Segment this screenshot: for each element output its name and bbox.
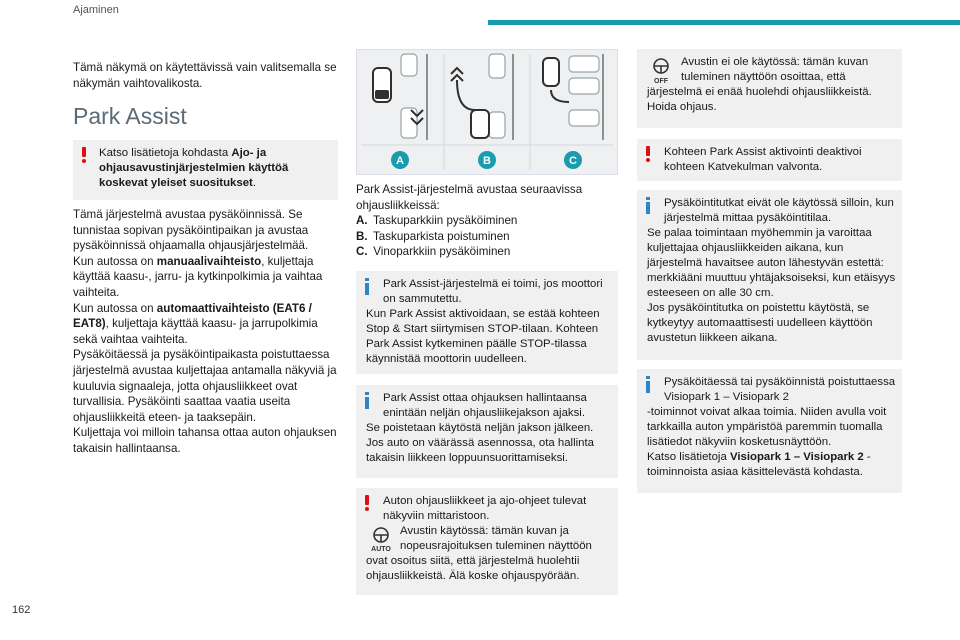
panel-a-cars	[401, 54, 417, 138]
paragraph: Kuljettaja voi milloin tahansa ottaa auton ohjauksen takaisin hallintaansa.	[73, 426, 337, 455]
warning-box: Katso lisätietoja kohdasta Ajo- ja ohjausavustinjärjestelmien käyttöä koskevat yleiset suositukset.	[73, 140, 338, 200]
warning-box: Kohteen Park Assist aktivointi deaktivoi kohteen Katvekulman valvonta.	[637, 139, 902, 181]
steering-wheel-auto-icon	[368, 526, 394, 552]
info-icon	[363, 392, 371, 409]
warning-icon	[363, 495, 371, 511]
panel-c-path	[551, 90, 569, 102]
list-intro: Park Assist-järjestelmä avustaa seuraavissa ohjausliikkeissä:	[356, 183, 583, 212]
steering-wheel-off-icon	[647, 57, 675, 85]
info-box: Park Assist-järjestelmä ei toimi, jos moottori on sammutettu. Kun Park Assist aktivoidaan, se estää kohteen Stop & Start siirtymisen STOP-tilaan. Kohteen Park Assist kytkeminen päälle STOP-tilassa käynnistää moottorin uudelleen.	[356, 271, 618, 374]
info-icon	[363, 278, 371, 295]
intro-text: Tämä näkymä on käytettävissä vain valitsemalla se näkymän vaihtovalikosta.	[73, 61, 337, 90]
assist-off-box: OFF Avustin ei ole käytössä: tämän kuvan tuleminen näyttöön osoittaa, että järjestelmä ei enää huolehdi ohjausliikkeistä. Hoida ohjaus.	[637, 49, 902, 128]
info-box: Pysäköitäessä tai pysäköinnistä poistuttaessa Visiopark 1 – Visiopark 2 -toiminnot voivat alkaa toimia. Niiden avulla voit tarkkailla auton ympäristöä paremmin tuomalla lisätiedot näkyviin kosketusnäyttöön. Katso lisätietoja Visiopark 1 – Visiopark 2 -toiminnoista asiaa käsittelevästä kohdasta.	[637, 369, 902, 493]
warning-box: Auton ohjausliikkeet ja ajo-ohjeet tulevat näkyviin mittaristoon. AUTO Avustin käytössä: tämän kuvan ja nopeusrajoituksen tuleminen näyttöön ovat osoitus siitä, että järjestelmä huolehtii ohjausliikkeistä. Älä koske ohjauspyörään.	[356, 488, 618, 595]
parking-maneuvers-figure	[356, 49, 618, 175]
info-box: Pysäköintitutkat eivät ole käytössä silloin, kun järjestelmä mittaa pysäköintitilaa. Se palaa toimintaan myöhemmin ja varoittaa kuljettajaa ohjausliikkeiden aikana, kun järjestelmä havaitsee auton lähestyvän estettä: merkkiääni muuttuu yhtäjaksoiseksi, kun etäisyys esteeseen on alle 30 cm. Jos pysäköintitutka on poistettu käytöstä, se kytkeytyy automaattisesti uudelleen käyttöön avustetun liikkeen aikana.	[637, 190, 902, 360]
info-box: Park Assist ottaa ohjauksen hallintaansa enintään neljän ohjausliikejakson ajaksi. Se poistetaan käytöstä neljän jakson jälkeen. Jos auto on väärässä asennossa, ota hallinta takaisin liikkeen loppuunsuorittamiseksi.	[356, 385, 618, 478]
panel-b-active-car	[471, 110, 489, 138]
panel-b-arrow	[451, 68, 463, 74]
paragraph: Tämä järjestelmä avustaa pysäköinnissä. Se tunnistaa sopivan pysäköintipaikan ja avustaa pysäköinnissä ohjaamalla ohjausjärjestelmää.	[73, 208, 309, 253]
maneuver-list-block	[356, 182, 618, 260]
panel-c-active-car	[543, 58, 559, 86]
paragraph: Pysäköitäessä ja pysäköintipaikasta poistuttaessa järjestelmä avustaa kuljettajaa antamalla näkyviä ja kuuluvia signaaleja, jotta ohjausliikkeet ovat turvallisia. Pysäköinti saattaa vaatia useita ohjausliikkeitä eteen- ja taaksepäin.	[73, 348, 337, 424]
warning-icon	[644, 146, 652, 162]
svg-text:OFF: OFF	[654, 78, 668, 85]
paragraph: Kun autossa on manuaalivaihteisto, kuljettaja käyttää kaasu-, jarru- ja kytkinpolkimia ja vaihtaa vaihteita.	[73, 254, 323, 299]
page-number: 162	[12, 604, 31, 616]
header-accent-bar	[488, 20, 960, 25]
list-item: B. Taskuparkista poistuminen	[356, 229, 510, 243]
info-icon	[644, 376, 652, 393]
paragraph: Kun autossa on automaattivaihteisto (EAT6 / EAT8), kuljettaja käyttää kaasu- ja jarrupolkimia sekä vaihtaa vaihteita.	[73, 301, 318, 346]
badge-c-label: C	[569, 155, 577, 167]
warning-link-text: Ajo- ja ohjausavustinjärjestelmien käyttöä koskevat yleiset suositukset	[99, 147, 289, 189]
page-heading: Park Assist	[73, 103, 187, 129]
badge-a-label: A	[396, 155, 404, 167]
svg-text:AUTO: AUTO	[371, 546, 391, 552]
body-text	[73, 207, 338, 457]
panel-c-cars	[569, 56, 599, 126]
section-title: Ajaminen	[73, 4, 119, 16]
warning-icon	[80, 147, 88, 163]
badge-b-label: B	[483, 155, 491, 167]
warning-text: Katso lisätietoja kohdasta	[99, 147, 232, 159]
maneuver-illustration	[357, 50, 617, 174]
list-item: A. Taskuparkkiin pysäköiminen	[356, 214, 518, 228]
panel-b-cars	[489, 54, 505, 138]
list-item: C. Vinoparkkiin pysäköiminen	[356, 245, 511, 259]
info-icon	[644, 197, 652, 214]
